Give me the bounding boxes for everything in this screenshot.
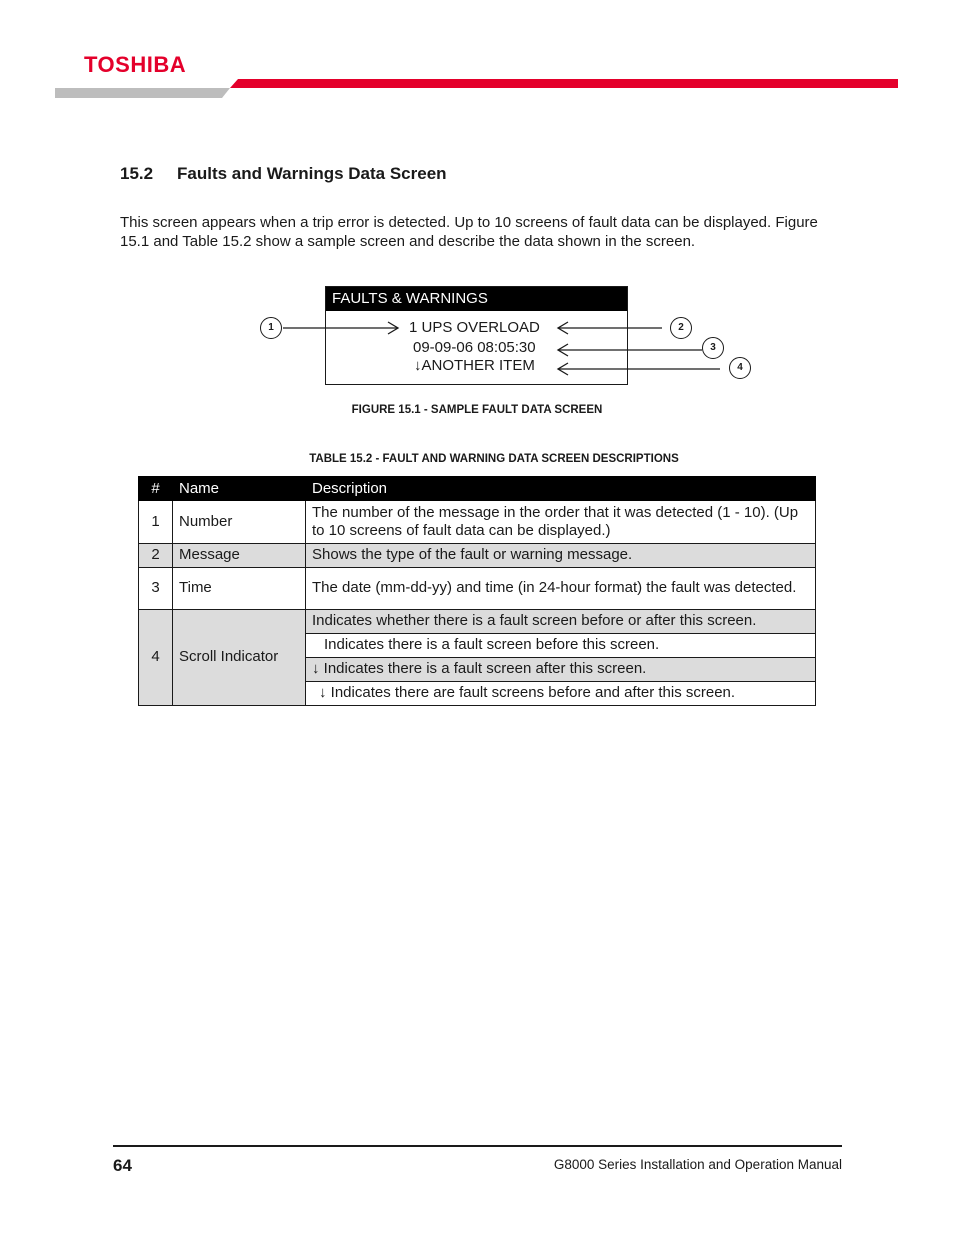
row-name: Message <box>173 544 306 568</box>
table-row <box>139 501 816 544</box>
callout-1: 1 <box>260 317 282 339</box>
header-number: # <box>139 477 173 501</box>
table-header-row <box>139 477 816 501</box>
row-description: Indicates whether there is a fault screen before or after this screen. <box>306 610 816 634</box>
row-name: Time <box>173 568 306 610</box>
header-name: Name <box>173 477 306 501</box>
footer-rule <box>113 1145 842 1147</box>
table-row <box>139 544 816 568</box>
row-description: Shows the type of the fault or warning message. <box>306 544 816 568</box>
row-number: 2 <box>139 544 173 568</box>
table-row <box>139 610 816 634</box>
page-number: 64 <box>113 1156 132 1175</box>
callout-3: 3 <box>702 337 724 359</box>
lcd-line-scroll: ↓ANOTHER ITEM <box>414 357 535 374</box>
row-number: 4 <box>139 610 173 706</box>
row-name: Scroll Indicator <box>173 610 306 706</box>
toshiba-logo: TOSHIBA <box>84 52 187 77</box>
table-caption: TABLE 15.2 - FAULT AND WARNING DATA SCREEN DESCRIPTIONS <box>309 453 679 465</box>
row-number: 1 <box>139 501 173 544</box>
row-description: ↓ Indicates there are fault screens before and after this screen. <box>306 682 816 706</box>
row-description: The date (mm-dd-yy) and time (in 24-hour format) the fault was detected. <box>306 568 816 610</box>
callout-2: 2 <box>670 317 692 339</box>
header-description: Description <box>306 477 816 501</box>
manual-title: G8000 Series Installation and Operation Manual <box>553 1157 842 1172</box>
lcd-title: FAULTS & WARNINGS <box>326 287 627 311</box>
table-row <box>139 568 816 610</box>
row-description: Indicates there is a fault screen before this screen. <box>306 634 816 658</box>
lcd-line-message: 1 UPS OVERLOAD <box>409 319 540 336</box>
intro-paragraph: This screen appears when a trip error is detected. Up to 10 screens of fault data can be displayed. Figure 15.1 and Table 15.2 show a sample screen and describe the data shown in the screen. <box>120 214 818 250</box>
section-title: Faults and Warnings Data Screen <box>177 164 447 183</box>
row-name: Number <box>173 501 306 544</box>
description-table <box>138 476 816 706</box>
row-number: 3 <box>139 568 173 610</box>
callout-4: 4 <box>729 357 751 379</box>
section-number: 15.2 <box>120 164 154 183</box>
figure-caption: FIGURE 15.1 - SAMPLE FAULT DATA SCREEN <box>351 404 603 416</box>
row-description: ↓ Indicates there is a fault screen after this screen. <box>306 658 816 682</box>
lcd-line-time: 09-09-06 08:05:30 <box>413 339 536 356</box>
callout-arrows <box>0 0 954 420</box>
row-description: The number of the message in the order that it was detected (1 - 10). (Up to 10 screens of fault data can be displayed.) <box>306 501 816 544</box>
